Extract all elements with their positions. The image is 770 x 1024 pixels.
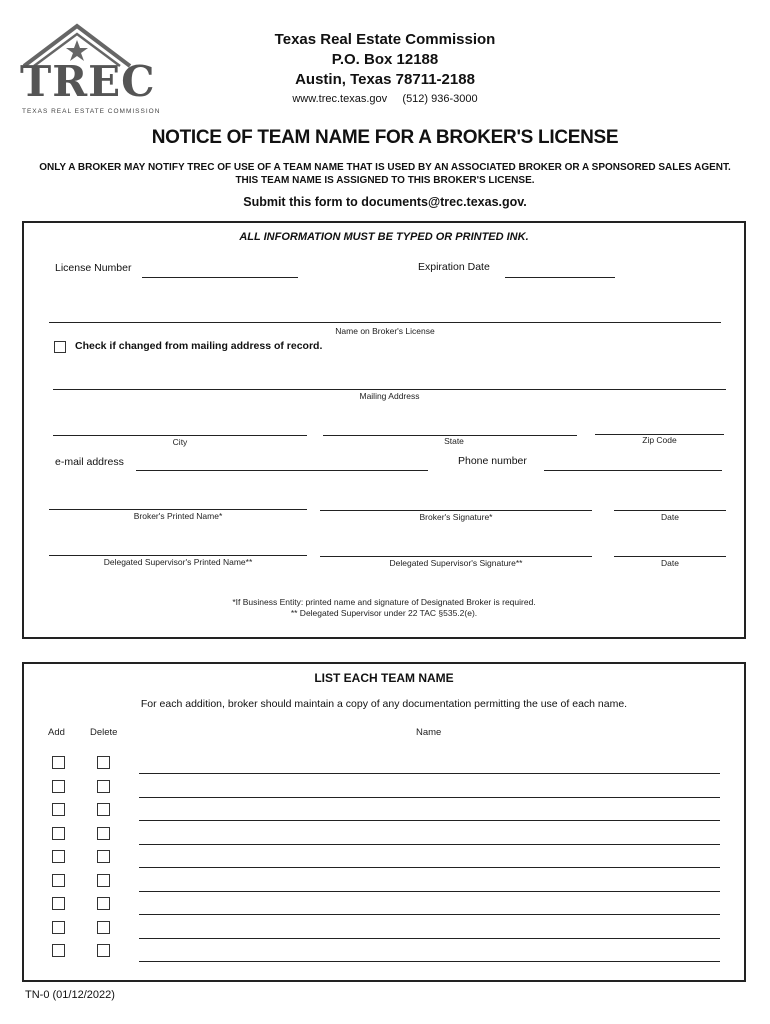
team-name-field[interactable] [139,867,720,868]
notice-text [0,161,770,187]
trec-logo [20,22,161,120]
delete-checkbox[interactable] [97,756,110,769]
expiration-date-label: Expiration Date [418,261,490,273]
zip-label: Zip Code [642,435,677,445]
city-state-zip: Austin, Texas 78711-2188 [295,71,475,88]
team-name-field[interactable] [139,820,720,821]
logo-subtext: TEXAS REAL ESTATE COMMISSION [22,108,161,115]
delegated-printed-name-field[interactable] [49,555,307,556]
delete-checkbox[interactable] [97,874,110,887]
form-id: TN-0 (01/12/2022) [25,989,115,1001]
broker-signature-field[interactable] [320,510,592,511]
phone-field[interactable] [544,470,722,471]
footnotes [22,597,746,619]
changed-address-label: Check if changed from mailing address of record. [75,340,323,352]
broker-printed-name-field[interactable] [49,509,307,510]
team-name-field[interactable] [139,938,720,939]
footnote-delegated: ** Delegated Supervisor under 22 TAC §535.2(e). [290,608,478,618]
state-label: State [444,436,464,446]
team-name-field[interactable] [139,961,720,962]
mailing-address-label: Mailing Address [359,391,420,401]
footnote-business-entity: *If Business Entity: printed name and signature of Designated Broker is required. [232,597,536,607]
delete-checkbox[interactable] [97,803,110,816]
team-name-field[interactable] [139,914,720,915]
add-checkbox[interactable] [52,921,65,934]
org-address-block [230,30,540,108]
add-checkbox[interactable] [52,897,65,910]
broker-name-field[interactable] [49,322,721,323]
submit-instruction: Submit this form to documents@trec.texas.gov. [243,195,527,209]
delete-checkbox[interactable] [97,897,110,910]
name-on-license-label: Name on Broker's License [335,326,435,336]
add-checkbox[interactable] [52,827,65,840]
add-checkbox[interactable] [52,780,65,793]
delete-checkbox[interactable] [97,780,110,793]
date1-field[interactable] [614,510,726,511]
section2-instruction: For each addition, broker should maintain a copy of any documentation permitting the use of each name. [140,698,628,710]
section2-heading: LIST EACH TEAM NAME [314,671,454,685]
po-box: P.O. Box 12188 [331,51,439,68]
license-number-field[interactable] [142,277,298,278]
form-title: NOTICE OF TEAM NAME FOR A BROKER'S LICENSE [151,127,619,148]
add-checkbox[interactable] [52,756,65,769]
delegated-printed-name-label: Delegated Supervisor's Printed Name** [103,557,253,567]
add-checkbox[interactable] [52,944,65,957]
phone-label: Phone number [458,455,527,467]
section1-heading: ALL INFORMATION MUST BE TYPED OR PRINTED INK. [239,231,529,243]
delete-checkbox[interactable] [97,850,110,863]
add-checkbox[interactable] [52,874,65,887]
team-name-field[interactable] [139,797,720,798]
broker-info-section [22,221,746,639]
date2-label: Date [661,558,679,568]
email-label: e-mail address [55,456,124,468]
delete-column-header: Delete [90,727,118,738]
team-name-field[interactable] [139,891,720,892]
phone-number: (512) 936-3000 [402,93,478,105]
add-checkbox[interactable] [52,803,65,816]
license-number-label: License Number [55,262,132,274]
logo-wordmark: TREC [20,57,156,106]
broker-printed-name-label: Broker's Printed Name* [133,511,223,521]
delete-checkbox[interactable] [97,827,110,840]
name-column-header: Name [416,727,442,738]
mailing-address-field[interactable] [53,389,726,390]
team-name-field[interactable] [139,773,720,774]
changed-address-checkbox[interactable] [54,341,66,353]
delete-checkbox[interactable] [97,944,110,957]
notice-line-2: THIS TEAM NAME IS ASSIGNED TO THIS BROKER'S LICENSE. [235,175,535,186]
email-field[interactable] [136,470,428,471]
date1-label: Date [661,512,679,522]
org-name: Texas Real Estate Commission [274,31,496,48]
city-label: City [172,437,188,447]
delegated-signature-label: Delegated Supervisor's Signature** [389,558,523,568]
delete-checkbox[interactable] [97,921,110,934]
contact-line [230,90,540,108]
add-checkbox[interactable] [52,850,65,863]
team-name-section [22,662,746,982]
date2-field[interactable] [614,556,726,557]
notice-line-1: ONLY A BROKER MAY NOTIFY TREC OF USE OF A TEAM NAME THAT IS USED BY AN ASSOCIATED BROKER OR A SPONSORED SALES AGENT. [39,162,731,173]
add-column-header: Add [48,727,65,738]
website-link[interactable]: www.trec.texas.gov [292,93,388,105]
team-name-field[interactable] [139,844,720,845]
expiration-date-field[interactable] [505,277,615,278]
delegated-signature-field[interactable] [320,556,592,557]
city-field[interactable] [53,435,307,436]
broker-signature-label: Broker's Signature* [419,512,493,522]
